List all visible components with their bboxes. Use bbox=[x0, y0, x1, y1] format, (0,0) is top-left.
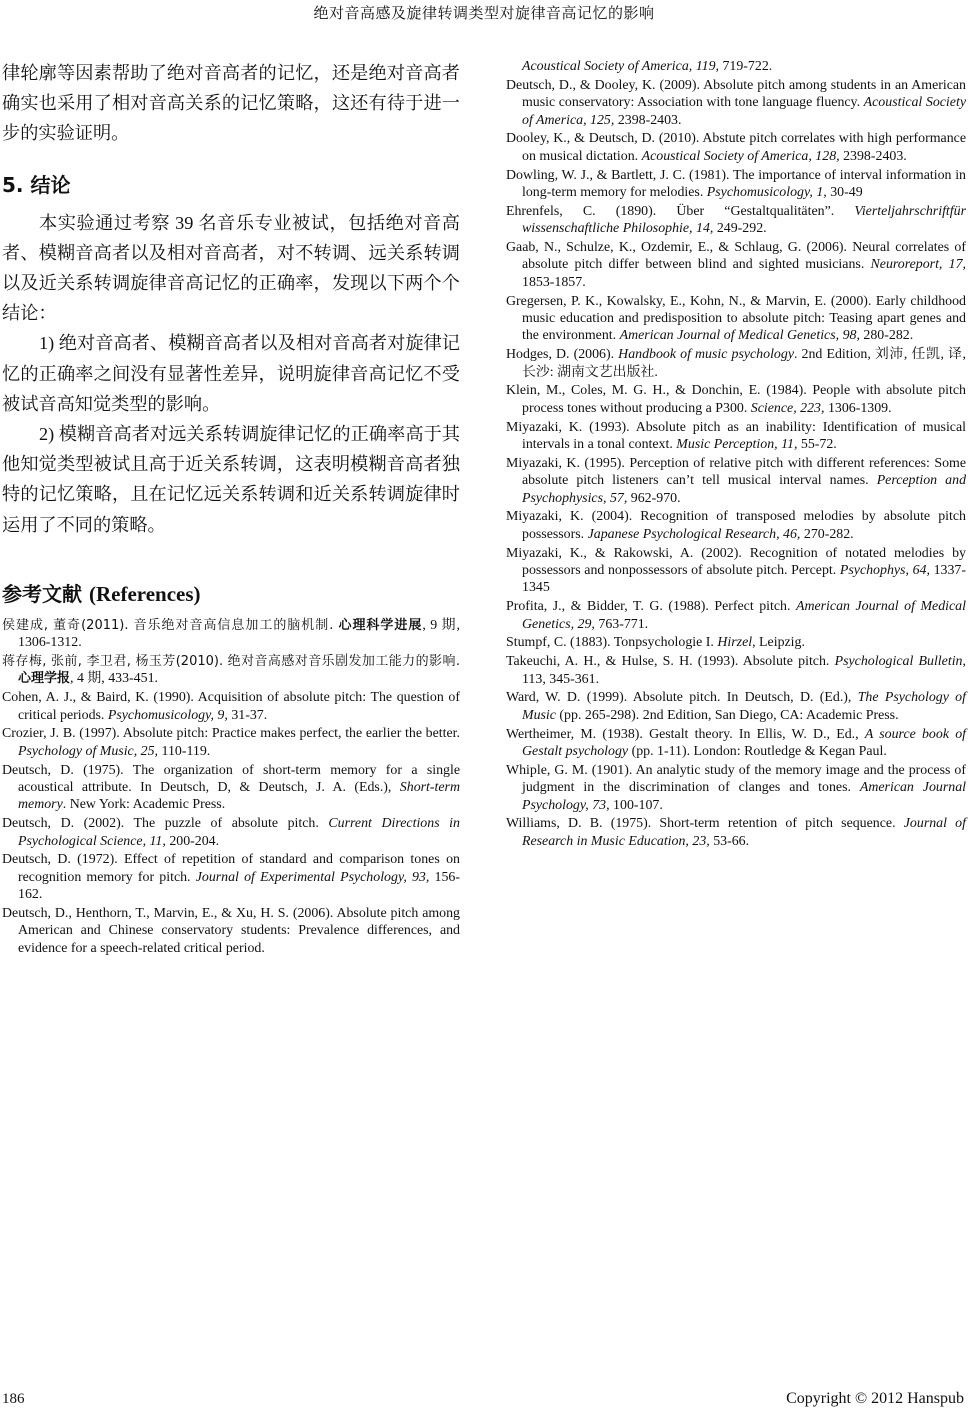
reference-pages: . New York: Academic Press. bbox=[62, 797, 226, 813]
reference-journal: 心理科学进展 bbox=[338, 617, 423, 633]
reference-entry bbox=[506, 653, 966, 688]
reference-pages: , 113, 345-361. bbox=[522, 654, 966, 687]
reference-entry bbox=[2, 689, 460, 724]
reference-authors-title: Deutsch, D., & Dooley, K. (2009). Absolute pitch among students in an American music conservatory: Association with tone language fluency. bbox=[506, 77, 966, 111]
reference-entry bbox=[506, 293, 966, 345]
reference-entry bbox=[506, 762, 966, 814]
conclusion-point-2: 2) 模糊音高者对远关系转调旋律记忆的正确率高于其他知觉类型被试且高于近关系转调，这表明模糊音高者独特的记忆策略，且在记忆远关系转调和近关系转调旋律时运用了不同的策略。 bbox=[2, 424, 460, 535]
reference-pages: 1306-1309. bbox=[824, 400, 892, 416]
reference-journal: Short-term memory bbox=[18, 780, 460, 813]
references-heading bbox=[2, 578, 460, 607]
reference-authors-title: Wertheimer, M. (1938). Gestalt theory. In Ellis, W. D., Ed., bbox=[506, 726, 865, 742]
references-title-cn: 参考文献 bbox=[2, 581, 82, 606]
reference-journal: Neuroreport, 17, bbox=[870, 257, 966, 273]
reference-pages: 110-119. bbox=[158, 743, 211, 759]
reference-list-left bbox=[2, 617, 460, 957]
reference-journal: Music Perception, 11, bbox=[676, 437, 798, 453]
reference-authors-title: 侯建成, 董奇(2011). 音乐绝对音高信息加工的脑机制. bbox=[2, 617, 339, 633]
reference-authors-title: Deutsch, D., Henthorn, T., Marvin, E., & Xu, H. S. (2006). Absolute pitch among American and Chinese conservatory students: Prevalence differences, and evidence for a speech-related critical period. bbox=[2, 906, 460, 956]
reference-pages: , 9 期, 1306-1312. bbox=[18, 617, 460, 651]
reference-entry bbox=[506, 167, 966, 202]
reference-journal: Acoustical Society of America, 119, bbox=[522, 59, 719, 74]
reference-pages: , Leipzig. bbox=[752, 635, 805, 651]
reference-entry bbox=[2, 725, 460, 760]
reference-journal: American Journal of Medical Genetics, 98, bbox=[619, 328, 860, 344]
reference-journal: Vierteljahrschriftfür wissenschaftliche Philosophie, 14, bbox=[522, 203, 966, 237]
reference-journal: Psychological Bulletin bbox=[834, 654, 963, 670]
reference-entry bbox=[506, 598, 966, 633]
reference-entry bbox=[506, 545, 966, 597]
reference-journal: Science, 223, bbox=[750, 400, 825, 416]
reference-pages: 200-204. bbox=[165, 833, 220, 849]
references-title-en: (References) bbox=[88, 581, 201, 606]
reference-authors-title: Deutsch, D. (1972). Effect of repetition of standard and comparison tones on recognition memory for pitch. bbox=[2, 852, 460, 885]
reference-journal: A source book of Gestalt psychology bbox=[522, 726, 966, 760]
reference-authors-title: Cohen, A. J., & Baird, K. (1990). Acquisition of absolute pitch: The question of critical periods. bbox=[2, 690, 460, 723]
reference-list-right bbox=[506, 77, 966, 851]
reference-entry bbox=[2, 653, 460, 688]
reference-pages: 763-771. bbox=[594, 616, 649, 632]
reference-pages: 249-292. bbox=[713, 221, 767, 237]
reference-pages: (pp. 265-298). 2nd Edition, San Diego, CA: Academic Press. bbox=[555, 707, 899, 723]
reference-entry bbox=[506, 634, 966, 651]
reference-journal: American Journal Psychology, 73, bbox=[522, 780, 967, 813]
reference-entry bbox=[506, 130, 966, 165]
reference-journal: Psychomusicology, 9, bbox=[107, 707, 228, 723]
reference-pages: 962-970. bbox=[627, 490, 681, 506]
reference-authors-title: Gaab, N., Schulze, K., Ozdemir, E., & Schlaug, G. (2006). Neural correlates of absolute pitch differ between blind and sighted musicians. bbox=[506, 240, 966, 273]
reference-pages: 100-107. bbox=[609, 797, 663, 813]
reference-entry bbox=[2, 905, 460, 957]
reference-authors-title: Dooley, K., & Deutsch, D. (2010). Abstute pitch correlates with high performance on musical dictation. bbox=[506, 131, 966, 164]
reference-journal: Perception and Psychophysics, 57, bbox=[522, 473, 967, 506]
reference-authors-title: Miyazaki, K. (1993). Absolute pitch as an inability: Identification of musical intervals in a tonal context. bbox=[506, 419, 966, 453]
reference-entry bbox=[2, 815, 460, 850]
reference-journal: Psychomusicology, 1, bbox=[706, 185, 827, 201]
reference-journal: Japanese Psychological Research, 46, bbox=[587, 526, 801, 542]
reference-entry bbox=[506, 726, 966, 761]
page-number: 186 bbox=[2, 1391, 25, 1407]
reference-authors-title: Ehrenfels, C. (1890). Über “Gestaltqualitäten”. bbox=[506, 203, 855, 219]
reference-authors-title: Dowling, W. J., & Bartlett, J. C. (1981). The importance of interval information in long-term memory for melodies. bbox=[506, 167, 966, 201]
reference-authors-title: Deutsch, D. (2002). The puzzle of absolute pitch. bbox=[2, 816, 329, 832]
reference-journal: American Journal of Medical Genetics, 29, bbox=[522, 599, 966, 632]
reference-journal: Current Directions in Psychological Science, 11, bbox=[18, 816, 460, 849]
reference-journal: Handbook of music psychology bbox=[618, 347, 794, 363]
reference-entry bbox=[2, 851, 460, 903]
reference-authors-title: Profita, J., & Bidder, T. G. (1988). Perfect pitch. bbox=[506, 599, 796, 615]
reference-entry bbox=[506, 346, 966, 381]
reference-entry bbox=[2, 762, 460, 814]
section-title: 结论 bbox=[30, 172, 71, 197]
reference-authors-title: Whiple, G. M. (1901). An analytic study of the memory image and the process of judgment in the discrimination of clanges and tones. bbox=[506, 762, 966, 796]
reference-entry bbox=[506, 455, 966, 507]
reference-pages: . 2nd Edition, 刘沛, 任凯, 译, 长沙: 湖南文艺出版社. bbox=[522, 347, 966, 380]
reference-pages: 2398-2403. bbox=[614, 112, 682, 128]
reference-pages: 270-282. bbox=[800, 526, 854, 542]
conclusion-point-1: 1) 绝对音高者、模糊音高者以及相对音高者对旋律记忆的正确率之间没有显著性差异，说明旋律音高记忆不受被试音高知觉类型的影响。 bbox=[2, 333, 460, 414]
reference-entry bbox=[506, 203, 966, 238]
running-head: 绝对音高感及旋律转调类型对旋律音高记忆的影响 bbox=[313, 6, 655, 22]
copyright-notice: Copyright © 2012 Hanspub bbox=[786, 1390, 964, 1407]
reference-journal: Acoustical Society of America, 125, bbox=[522, 95, 966, 128]
reference-authors-title: Deutsch, D. (1975). The organization of short-term memory for a single acoustical attribute. In Deutsch, D, & Deutsch, J. A. (Eds.), bbox=[2, 762, 460, 796]
reference-pages: 55-72. bbox=[797, 437, 837, 453]
reference-authors-title: Klein, M., Coles, M. G. H., & Donchin, E. (1984). People with absolute pitch process tones without producing a P300. bbox=[506, 383, 966, 416]
left-column bbox=[2, 58, 460, 959]
reference-pages: 156-162. bbox=[18, 869, 460, 903]
reference-entry bbox=[506, 815, 966, 850]
right-column bbox=[506, 58, 966, 852]
reference-journal: The Psychology of Music bbox=[522, 690, 966, 723]
reference-journal: Acoustical Society of America, 128, bbox=[641, 148, 840, 164]
reference-pages: 53-66. bbox=[709, 833, 750, 849]
reference-journal: Psychology of Music, 25, bbox=[18, 743, 159, 759]
reference-authors-title: 蒋存梅, 张前, 李卫君, 杨玉芳(2010). 绝对音高感对音乐剧发加工能力的影响. bbox=[2, 654, 460, 670]
reference-authors-title: Gregersen, P. K., Kowalsky, E., Kohn, N., & Marvin, E. (2000). Early childhood music education and predisposition to absolute pitch: Teasing apart genes and the environment. bbox=[506, 293, 966, 344]
reference-authors-title: Miyazaki, K. (2004). Recognition of transposed melodies by absolute pitch possessors. bbox=[506, 509, 966, 542]
reference-authors-title: Miyazaki, K., & Rakowski, A. (2002). Recognition of notated melodies by possessors and nonpossessors of absolute pitch. Percept. bbox=[506, 545, 966, 579]
reference-authors-title: Crozier, J. B. (1997). Absolute pitch: Practice makes perfect, the earlier the better. bbox=[2, 726, 460, 742]
conclusion-intro: 本实验通过考察 39 名音乐专业被试，包括绝对音高者、模糊音高者以及相对音高者，对不转调、远关系转调以及近关系转调旋律音高记忆的正确率，发现以下两个个结论： bbox=[2, 212, 460, 324]
reference-pages: 31-37. bbox=[227, 707, 268, 723]
reference-authors-title: Ward, W. D. (1999). Absolute pitch. In Deutsch, D. (Ed.), bbox=[506, 690, 858, 706]
reference-pages: 719-722. bbox=[719, 59, 773, 74]
paragraph-continued: 律轮廓等因素帮助了绝对音高者的记忆，还是绝对音高者确实也采用了相对音高关系的记忆策略，这还有待于进一步的实验证明。 bbox=[2, 63, 460, 144]
reference-entry bbox=[2, 617, 460, 652]
reference-entry-continued bbox=[506, 58, 966, 75]
reference-pages: 30-49 bbox=[826, 185, 863, 201]
reference-authors-title: Miyazaki, K. (1995). Perception of relative pitch with different references: Some absolute pitch listeners can’t tell musical interval names. bbox=[506, 455, 966, 489]
section-heading-conclusion bbox=[2, 169, 460, 198]
reference-journal: Journal of Experimental Psychology, 93, bbox=[195, 869, 430, 885]
reference-journal: 心理学报 bbox=[18, 671, 71, 687]
reference-journal: Journal of Research in Music Education, 23, bbox=[522, 816, 966, 849]
reference-entry bbox=[506, 508, 966, 543]
reference-pages: 1853-1857. bbox=[522, 274, 586, 290]
reference-entry bbox=[506, 382, 966, 417]
reference-entry bbox=[506, 77, 966, 129]
reference-authors-title: Takeuchi, A. H., & Hulse, S. H. (1993). Absolute pitch. bbox=[506, 654, 835, 670]
section-number: 5. bbox=[2, 172, 24, 197]
reference-journal: Hirzel bbox=[717, 635, 753, 651]
reference-pages: 1337-1345 bbox=[522, 563, 966, 596]
reference-entry bbox=[506, 419, 966, 454]
reference-pages: (pp. 1-11). London: Routledge & Kegan Paul. bbox=[628, 744, 887, 760]
reference-authors-title: Hodges, D. (2006). bbox=[506, 347, 619, 363]
reference-authors-title: Stumpf, C. (1883). Tonpsychologie I. bbox=[506, 635, 718, 651]
reference-pages: 2398-2403. bbox=[839, 148, 907, 164]
reference-authors-title: Williams, D. B. (1975). Short-term retention of pitch sequence. bbox=[506, 816, 904, 832]
reference-pages: , 4 期, 433-451. bbox=[70, 671, 158, 687]
reference-pages: 280-282. bbox=[859, 328, 914, 344]
reference-entry bbox=[506, 689, 966, 724]
reference-journal: Psychophys, 64, bbox=[839, 563, 930, 579]
reference-entry bbox=[506, 239, 966, 291]
